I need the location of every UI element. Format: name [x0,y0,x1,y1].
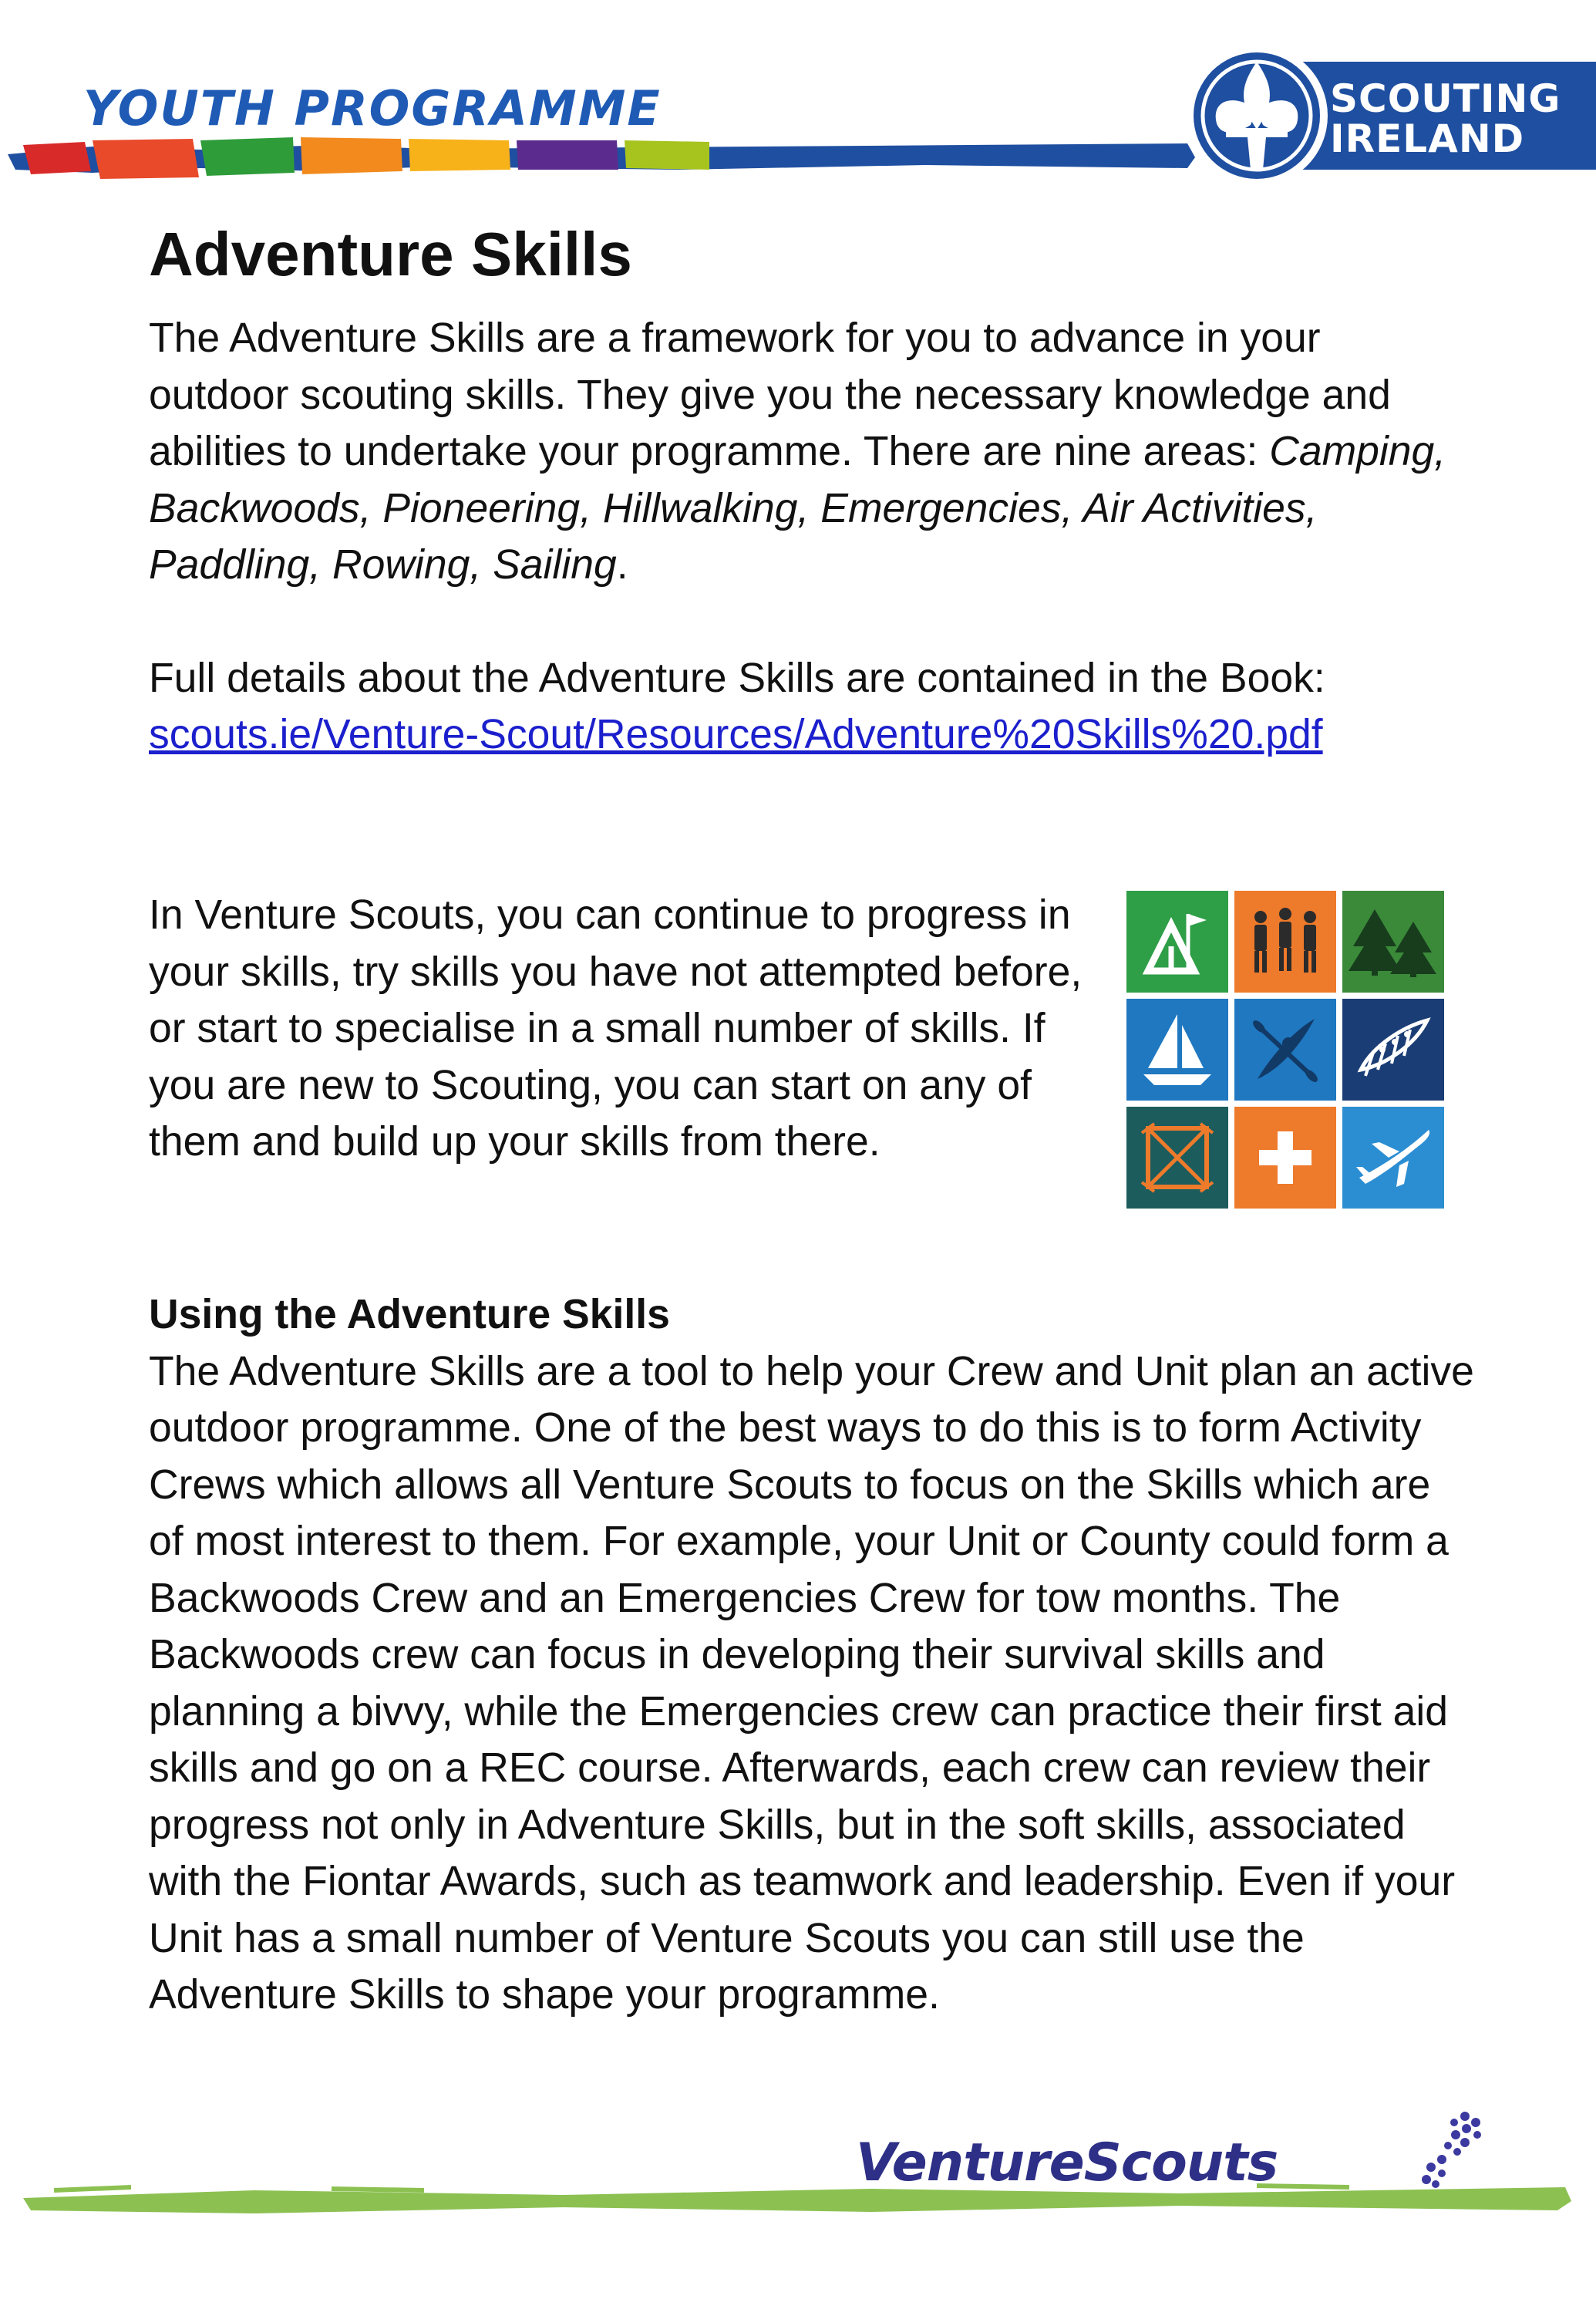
page-footer [0,2098,1596,2306]
rowing-icon [1342,999,1444,1101]
air-activities-icon [1342,1107,1444,1209]
using-section [149,1286,1475,2024]
fleur-de-lis-icon [1194,52,1320,179]
org-line-2: IRELAND [1330,116,1525,161]
using-heading: Using the Adventure Skills [149,1292,670,1337]
skill-areas-list: Camping, Backwoods, Pioneering, Hillwalking, Emergencies, Air Activities, Paddling, Rowing, Sailing [149,429,1446,588]
details-paragraph [149,650,1460,764]
adventure-skills-book-link[interactable]: scouts.ie/Venture-Scout/Resources/Adventure%20Skills%20.pdf [149,712,1323,757]
sailing-icon [1126,999,1228,1101]
using-paragraph: The Adventure Skills are a tool to help your Crew and Unit plan an active outdoor programme. One of the best ways to do this is to form Activity Crews which allows all Venture Scouts to focus on the Skills which are of most interest to them. For example, your Unit or County could form a Backwoods Crew and an Emergencies Crew for tow months. The Backwoods crew can focus in developing their survival skills and planning a bivvy, while the Emergencies crew can practice their first aid skills and go on a REC course. Afterwards, each crew can review their progress not only in Adventure Skills, but in the soft skills, associated with the Fiontar Awards, such as teamwork and leadership. Even if your Unit has a small number of Venture Scouts you can still use the Adventure Skills to shape your programme. [149,1348,1474,2018]
org-line-1: SCOUTING [1330,76,1561,121]
page-header [0,0,1596,201]
youth-programme-title: YOUTH PROGRAMME [83,80,662,137]
scouting-ireland-wordmark [1330,76,1561,161]
backwoods-icon [1342,891,1444,993]
page-title: Adventure Skills [149,220,632,288]
details-text: Full details about the Adventure Skills are contained in the Book: [149,655,1325,701]
main-content [149,208,1460,764]
intro-paragraph [149,310,1460,594]
venture-paragraph: In Venture Scouts, you can continue to progress in your skills, try skills you have not attempted before, or start to specialise in a small number of skills. If you are new to Scouting, you can start on any of them and build up your skills from there. [149,892,1083,1165]
venture-section [149,887,1460,1211]
emergencies-icon [1234,1107,1336,1209]
bootprint-icon [1411,2105,1488,2190]
venture-scouts-logo: VentureScouts [856,2132,1278,2193]
footer-brush-stripe [23,2167,1573,2221]
intro-text: The Adventure Skills are a framework for you to advance in your outdoor scouting skills. They give you the necessary knowledge and abilities to undertake your programme. There are nine areas: [149,315,1391,474]
camping-icon [1126,891,1228,993]
hillwalking-icon [1234,891,1336,993]
intro-end: . [616,542,628,588]
paddling-icon [1234,999,1336,1101]
pioneering-icon [1126,1107,1228,1209]
adventure-skills-icon-grid [1126,891,1444,1209]
